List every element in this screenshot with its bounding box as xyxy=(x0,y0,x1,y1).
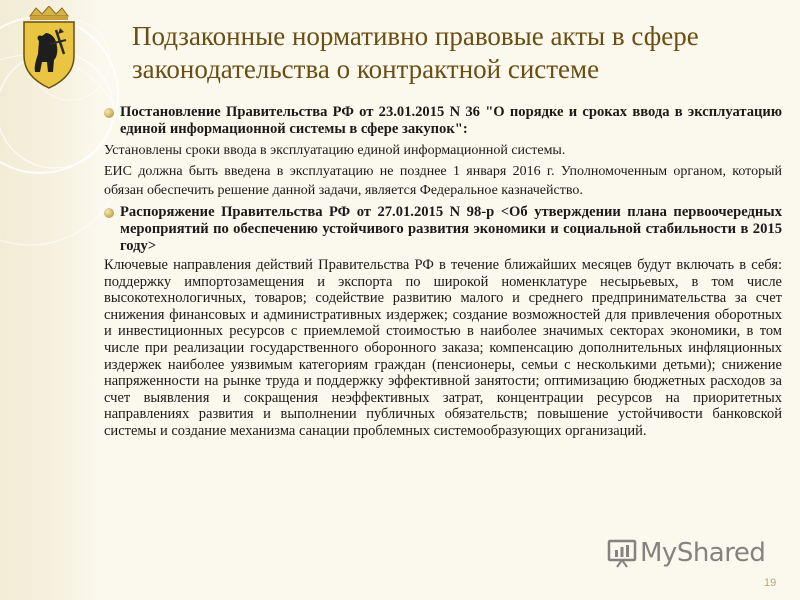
page-number: 19 xyxy=(764,577,777,589)
coat-of-arms-icon xyxy=(14,6,84,90)
watermark-text: MyShared xyxy=(640,538,766,568)
slide-title: Подзаконные нормативно правовые акты в сфере законодательства о контрактной системе xyxy=(132,21,699,84)
bullet-icon xyxy=(104,208,114,218)
watermark xyxy=(606,535,766,571)
paragraph-1: Установлены сроки ввода в эксплуатацию единой информационной системы. xyxy=(104,143,566,158)
bullet-heading-2: Распоряжение Правительства РФ от 27.01.2015 N 98-р <Об утверждении плана первоочередных мероприятий по обеспечению устойчивого развития экономики и социальной стабильности в 2015 году> xyxy=(120,204,782,254)
paragraph-2: ЕИС должна быть введена в эксплуатацию не позднее 1 января 2016 г. Уполномоченным органом, который обязан обеспечить решение данной задачи, является Федеральное казначейство. xyxy=(104,164,782,198)
bullet-item-2 xyxy=(104,204,782,255)
paragraph-3: Ключевые направления действий Правительства РФ в течение ближайших месяцев будут включать в себя: поддержку импортозамещения и экспорта по широкой номенклатуре несырьевых, в том числе высокотехнологичных, товаров; содействие развитию малого и среднего предпринимательства за счет снижения финансовых и административных издержек; создание возможностей для привлечения оборотных и инвестиционных ресурсов с приемлемой стоимостью в наиболее значимых секторах экономики, в том числе при реализации государственного оборонного заказа; компенсацию дополнительных инфляционных издержек наиболее уязвимым категориям граждан (пенсионеры, семьи с несколькими детьми); снижение напряженности на рынке труда и поддержку эффективной занятости; оптимизацию бюджетных расходов за счет выявления и сокращения неэффективных затрат, концентрации ресурсов на приоритетных направлениях развития и выполнении публичных обязательств; повышение устойчивости банковской системы и создание механизма санации проблемных системообразующих организаций. xyxy=(104,257,782,439)
bullet-item-1 xyxy=(104,104,782,138)
bullet-icon xyxy=(104,108,114,118)
slide-content xyxy=(104,104,782,440)
bullet-heading-1: Постановление Правительства РФ от 23.01.2015 N 36 "О порядке и сроках ввода в эксплуатацию единой информационной системы в сфере закупок": xyxy=(120,104,782,137)
presentation-icon xyxy=(606,537,638,569)
